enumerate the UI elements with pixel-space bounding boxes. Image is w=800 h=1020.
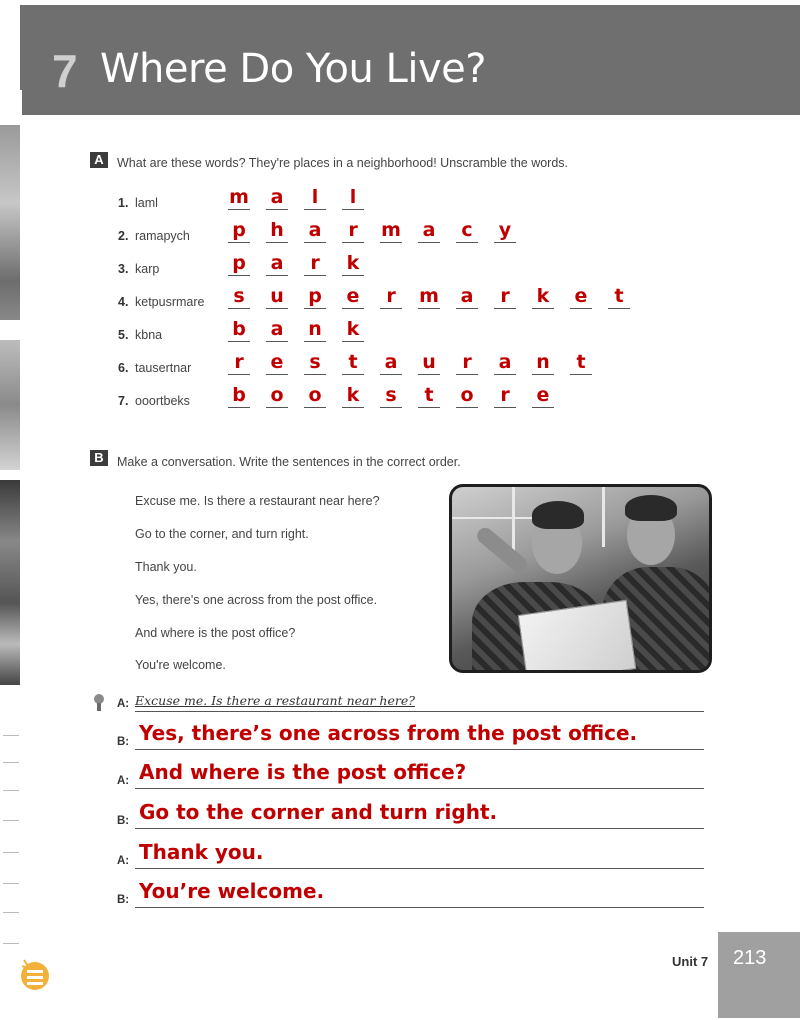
- speaker-label: B:: [117, 815, 130, 827]
- header-notch: [0, 90, 22, 116]
- unit-label: Unit 7: [672, 954, 709, 969]
- word-item-number: 7.: [118, 394, 129, 408]
- scrambled-word: kbna: [135, 328, 163, 342]
- answer-letter: m: [226, 185, 252, 209]
- answer-letter: r: [226, 350, 252, 374]
- answer-text: You’re welcome.: [139, 879, 325, 903]
- answer-letter: m: [416, 284, 442, 308]
- sentence-item: You're welcome.: [135, 658, 226, 672]
- answer-letter: r: [340, 218, 366, 242]
- answer-letter: l: [302, 185, 328, 209]
- edge-tick: [3, 762, 19, 763]
- answer-letter: h: [264, 218, 290, 242]
- edge-photo-strip: [0, 480, 20, 685]
- answer-letter: u: [264, 284, 290, 308]
- scrambled-word: ramapych: [135, 229, 190, 243]
- publisher-logo-icon: [18, 952, 52, 992]
- pointing-arm: [474, 525, 530, 576]
- answer-letter: b: [226, 317, 252, 341]
- scrambled-word: tausertnar: [135, 361, 192, 375]
- answer-letter: a: [264, 185, 290, 209]
- answer-letter: p: [226, 251, 252, 275]
- photo-background-detail: [602, 487, 605, 547]
- sentence-item: Go to the corner, and turn right.: [135, 527, 309, 541]
- edge-tick: [3, 912, 19, 913]
- page-number: 213: [733, 947, 767, 969]
- answer-letter: l: [340, 185, 366, 209]
- answer-letter: e: [340, 284, 366, 308]
- answer-letter: a: [416, 218, 442, 242]
- answer-row: [117, 840, 704, 869]
- edge-tick: [3, 852, 19, 853]
- edge-photo-strip: [0, 340, 20, 470]
- answer-text: Thank you.: [139, 840, 264, 864]
- answer-letter: y: [492, 218, 518, 242]
- answer-letter: a: [264, 317, 290, 341]
- answer-letter: u: [416, 350, 442, 374]
- answer-letter: m: [378, 218, 404, 242]
- answer-letter: a: [302, 218, 328, 242]
- section-a-label: A: [90, 152, 108, 168]
- sentence-item: Excuse me. Is there a restaurant near here?: [135, 494, 380, 508]
- sentence-item: Thank you.: [135, 560, 197, 574]
- scrambled-word: karp: [135, 262, 160, 276]
- section-a-instruction: What are these words? They're places in a neighborhood! Unscramble the words.: [117, 156, 569, 170]
- scrambled-word: ooortbeks: [135, 394, 190, 408]
- answer-letter: e: [530, 383, 556, 407]
- word-item-number: 3.: [118, 262, 129, 276]
- answer-letter: k: [340, 251, 366, 275]
- answer-row: [117, 760, 704, 789]
- word-item-number: 1.: [118, 196, 129, 210]
- answer-letter: t: [416, 383, 442, 407]
- answer-letter: n: [530, 350, 556, 374]
- answer-letter: r: [492, 284, 518, 308]
- answer-letter: t: [606, 284, 632, 308]
- edge-tick: [3, 735, 19, 736]
- speaker-label: B:: [117, 894, 130, 906]
- edge-tick: [3, 790, 19, 791]
- answer-letter: k: [530, 284, 556, 308]
- answer-letter: e: [568, 284, 594, 308]
- sentence-item: And where is the post office?: [135, 626, 296, 640]
- edge-photo-strip: [0, 125, 20, 320]
- edge-tick: [3, 943, 19, 944]
- answer-letter: o: [302, 383, 328, 407]
- answer-letter: s: [302, 350, 328, 374]
- answer-letter: t: [340, 350, 366, 374]
- answer-letter: r: [302, 251, 328, 275]
- answer-text: Go to the corner and turn right.: [139, 800, 498, 824]
- answer-letter: n: [302, 317, 328, 341]
- person-left-hair: [532, 501, 584, 529]
- person-right-hair: [625, 495, 677, 521]
- answer-letter: r: [492, 383, 518, 407]
- answer-text: And where is the post office?: [139, 760, 467, 784]
- speaker-label: A:: [117, 775, 130, 787]
- answer-letter: o: [454, 383, 480, 407]
- model-answer-text: Excuse me. Is there a restaurant near here?: [135, 693, 415, 708]
- answer-letter: r: [378, 284, 404, 308]
- answer-letter: a: [378, 350, 404, 374]
- answer-letter: k: [340, 317, 366, 341]
- unit-number: 7: [52, 45, 78, 97]
- scrambled-word: laml: [135, 196, 158, 210]
- sentence-item: Yes, there's one across from the post office.: [135, 593, 378, 607]
- answer-letter: b: [226, 383, 252, 407]
- lightbulb-icon: [93, 693, 105, 713]
- answer-letter: c: [454, 218, 480, 242]
- section-b-label: B: [90, 450, 108, 466]
- edge-tick: [3, 820, 19, 821]
- section-b-instruction: Make a conversation. Write the sentences in the correct order.: [117, 455, 461, 469]
- speaker-label: B:: [117, 736, 130, 748]
- answer-letter: a: [492, 350, 518, 374]
- speaker-label: A:: [117, 698, 130, 710]
- answer-letter: p: [302, 284, 328, 308]
- answer-letter: s: [378, 383, 404, 407]
- answer-letter: k: [340, 383, 366, 407]
- word-item-number: 6.: [118, 361, 129, 375]
- answer-letter: o: [264, 383, 290, 407]
- page-number-box: [718, 932, 800, 1018]
- edge-tick: [3, 883, 19, 884]
- word-item-number: 4.: [118, 295, 129, 309]
- answer-row: [117, 879, 704, 908]
- photo-two-men-with-map: [449, 484, 712, 673]
- answer-text: Yes, there’s one across from the post office.: [139, 721, 638, 745]
- answer-letter: e: [264, 350, 290, 374]
- answer-row: [117, 800, 704, 829]
- answer-letter: a: [454, 284, 480, 308]
- word-item-number: 2.: [118, 229, 129, 243]
- page-title: Where Do You Live?: [100, 46, 486, 92]
- model-answer-row: [117, 692, 704, 712]
- word-item-number: 5.: [118, 328, 129, 342]
- speaker-label: A:: [117, 855, 130, 867]
- scrambled-word: ketpusrmare: [135, 295, 205, 309]
- answer-letter: r: [454, 350, 480, 374]
- answer-letter: t: [568, 350, 594, 374]
- answer-letter: p: [226, 218, 252, 242]
- answer-letter: a: [264, 251, 290, 275]
- answer-row: [117, 721, 704, 750]
- answer-letter: s: [226, 284, 252, 308]
